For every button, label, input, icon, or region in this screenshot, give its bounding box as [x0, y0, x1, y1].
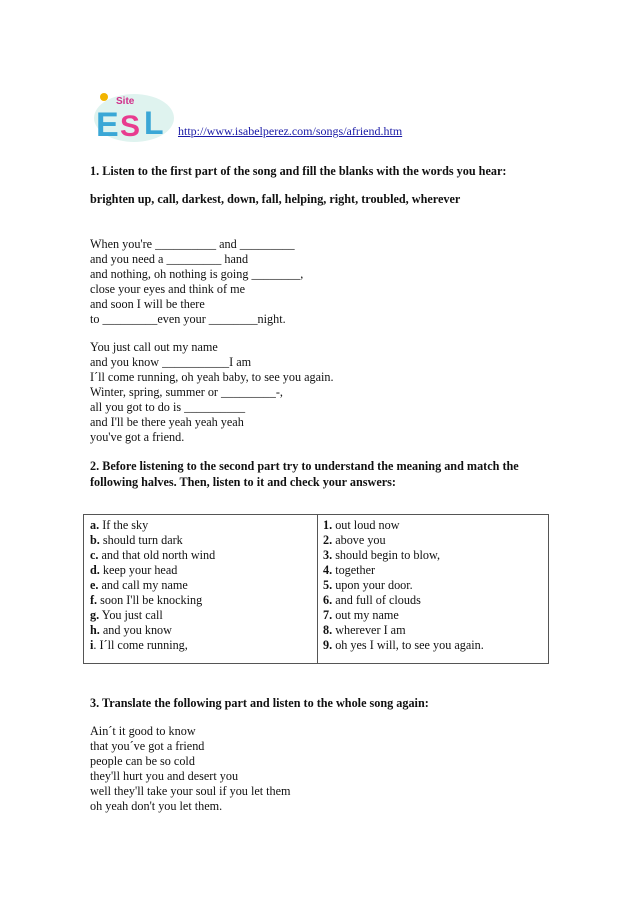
lyric-line: close your eyes and think of me — [90, 282, 246, 296]
stanza-2 — [90, 340, 550, 445]
lyric-line: Ain´t it good to know — [90, 724, 196, 738]
lyric-line: and you know ___________I am — [90, 355, 252, 369]
item-key: h. — [90, 623, 100, 637]
right-half-item — [323, 548, 484, 563]
item-text: keep your head — [99, 563, 178, 577]
lyric-line: oh yeah don't you let them. — [90, 799, 223, 813]
left-half-item — [90, 638, 215, 653]
item-key: 9. — [323, 638, 333, 652]
word-bank: brighten up, call, darkest, down, fall, helping, right, troubled, wherever — [90, 192, 461, 206]
right-halves-column — [323, 518, 484, 653]
left-half-item — [90, 533, 215, 548]
right-half-item — [323, 563, 484, 578]
left-half-item — [90, 623, 215, 638]
left-half-item — [90, 608, 215, 623]
item-text: out loud now — [332, 518, 400, 532]
item-text: and that old north wind — [98, 548, 216, 562]
lyric-line: you've got a friend. — [90, 430, 185, 444]
site-esl-logo — [92, 88, 180, 144]
left-half-item — [90, 563, 215, 578]
item-key: 7. — [323, 608, 333, 622]
left-half-item — [90, 593, 215, 608]
item-key: 2. — [323, 533, 333, 547]
logo-s-letter: S — [120, 110, 141, 143]
right-half-item — [323, 578, 484, 593]
item-key: f. — [90, 593, 98, 607]
item-text: If the sky — [99, 518, 149, 532]
item-text: and you know — [99, 623, 172, 637]
item-text: out my name — [332, 608, 399, 622]
item-key: a. — [90, 518, 100, 532]
table-divider — [317, 515, 318, 663]
right-half-item — [323, 608, 484, 623]
left-half-item — [90, 578, 215, 593]
item-key: 6. — [323, 593, 333, 607]
left-half-item — [90, 518, 215, 533]
item-text: above you — [332, 533, 386, 547]
logo-e-letter: E — [96, 106, 119, 144]
item-text: should begin to blow, — [332, 548, 441, 562]
lyric-line: Winter, spring, summer or _________-, — [90, 385, 283, 399]
logo-l-letter: L — [144, 105, 164, 141]
item-text: wherever I am — [332, 623, 406, 637]
item-text: soon I'll be knocking — [97, 593, 203, 607]
lyric-line: people can be so cold — [90, 754, 195, 768]
lyric-line: that you´ve got a friend — [90, 739, 205, 753]
section2-title-line2: following halves. Then, listen to it and check your answers: — [90, 475, 396, 489]
section2-title-line1: 2. Before listening to the second part try to understand the meaning and match the — [90, 459, 519, 473]
lyric-line: and I'll be there yeah yeah yeah — [90, 415, 244, 429]
translation-passage — [90, 724, 550, 814]
item-text: oh yes I will, to see you again. — [332, 638, 484, 652]
section3-title: 3. Translate the following part and listen to the whole song again: — [90, 696, 429, 710]
logo-site-text: Site — [116, 96, 135, 107]
lyric-line: they'll hurt you and desert you — [90, 769, 239, 783]
item-text: upon your door. — [332, 578, 413, 592]
lyric-line: You just call out my name — [90, 340, 218, 354]
right-half-item — [323, 623, 484, 638]
matching-table — [83, 514, 549, 664]
right-half-item — [323, 518, 484, 533]
item-text: You just call — [99, 608, 163, 622]
source-url-link[interactable]: http://www.isabelperez.com/songs/afriend.htm — [178, 124, 403, 138]
lyric-line: and nothing, oh nothing is going ________, — [90, 267, 304, 281]
lyric-line: and you need a _________ hand — [90, 252, 249, 266]
item-key: 8. — [323, 623, 333, 637]
item-key: 5. — [323, 578, 333, 592]
lyric-line: to _________even your ________night. — [90, 312, 286, 326]
item-key: c. — [90, 548, 99, 562]
lyric-line: and soon I will be there — [90, 297, 205, 311]
left-halves-column — [90, 518, 215, 653]
section1-title: 1. Listen to the first part of the song and fill the blanks with the words you hear: — [90, 164, 507, 178]
item-key: 1. — [323, 518, 333, 532]
item-text: and call my name — [98, 578, 188, 592]
item-key: b. — [90, 533, 100, 547]
item-text: . I´ll come running, — [93, 638, 188, 652]
item-key: 4. — [323, 563, 333, 577]
lyric-line: When you're __________ and _________ — [90, 237, 295, 251]
right-half-item — [323, 593, 484, 608]
item-key: 3. — [323, 548, 333, 562]
right-half-item — [323, 533, 484, 548]
lyric-line: all you got to do is __________ — [90, 400, 246, 414]
left-half-item — [90, 548, 215, 563]
lyric-line: I´ll come running, oh yeah baby, to see you again. — [90, 370, 334, 384]
item-text: and full of clouds — [332, 593, 421, 607]
item-key: g. — [90, 608, 100, 622]
item-text: together — [332, 563, 376, 577]
stanza-1 — [90, 237, 550, 327]
item-key: d. — [90, 563, 100, 577]
item-text: should turn dark — [99, 533, 183, 547]
item-key: e. — [90, 578, 99, 592]
right-half-item — [323, 638, 484, 653]
item-key: i — [90, 638, 94, 652]
lyric-line: well they'll take your soul if you let them — [90, 784, 291, 798]
